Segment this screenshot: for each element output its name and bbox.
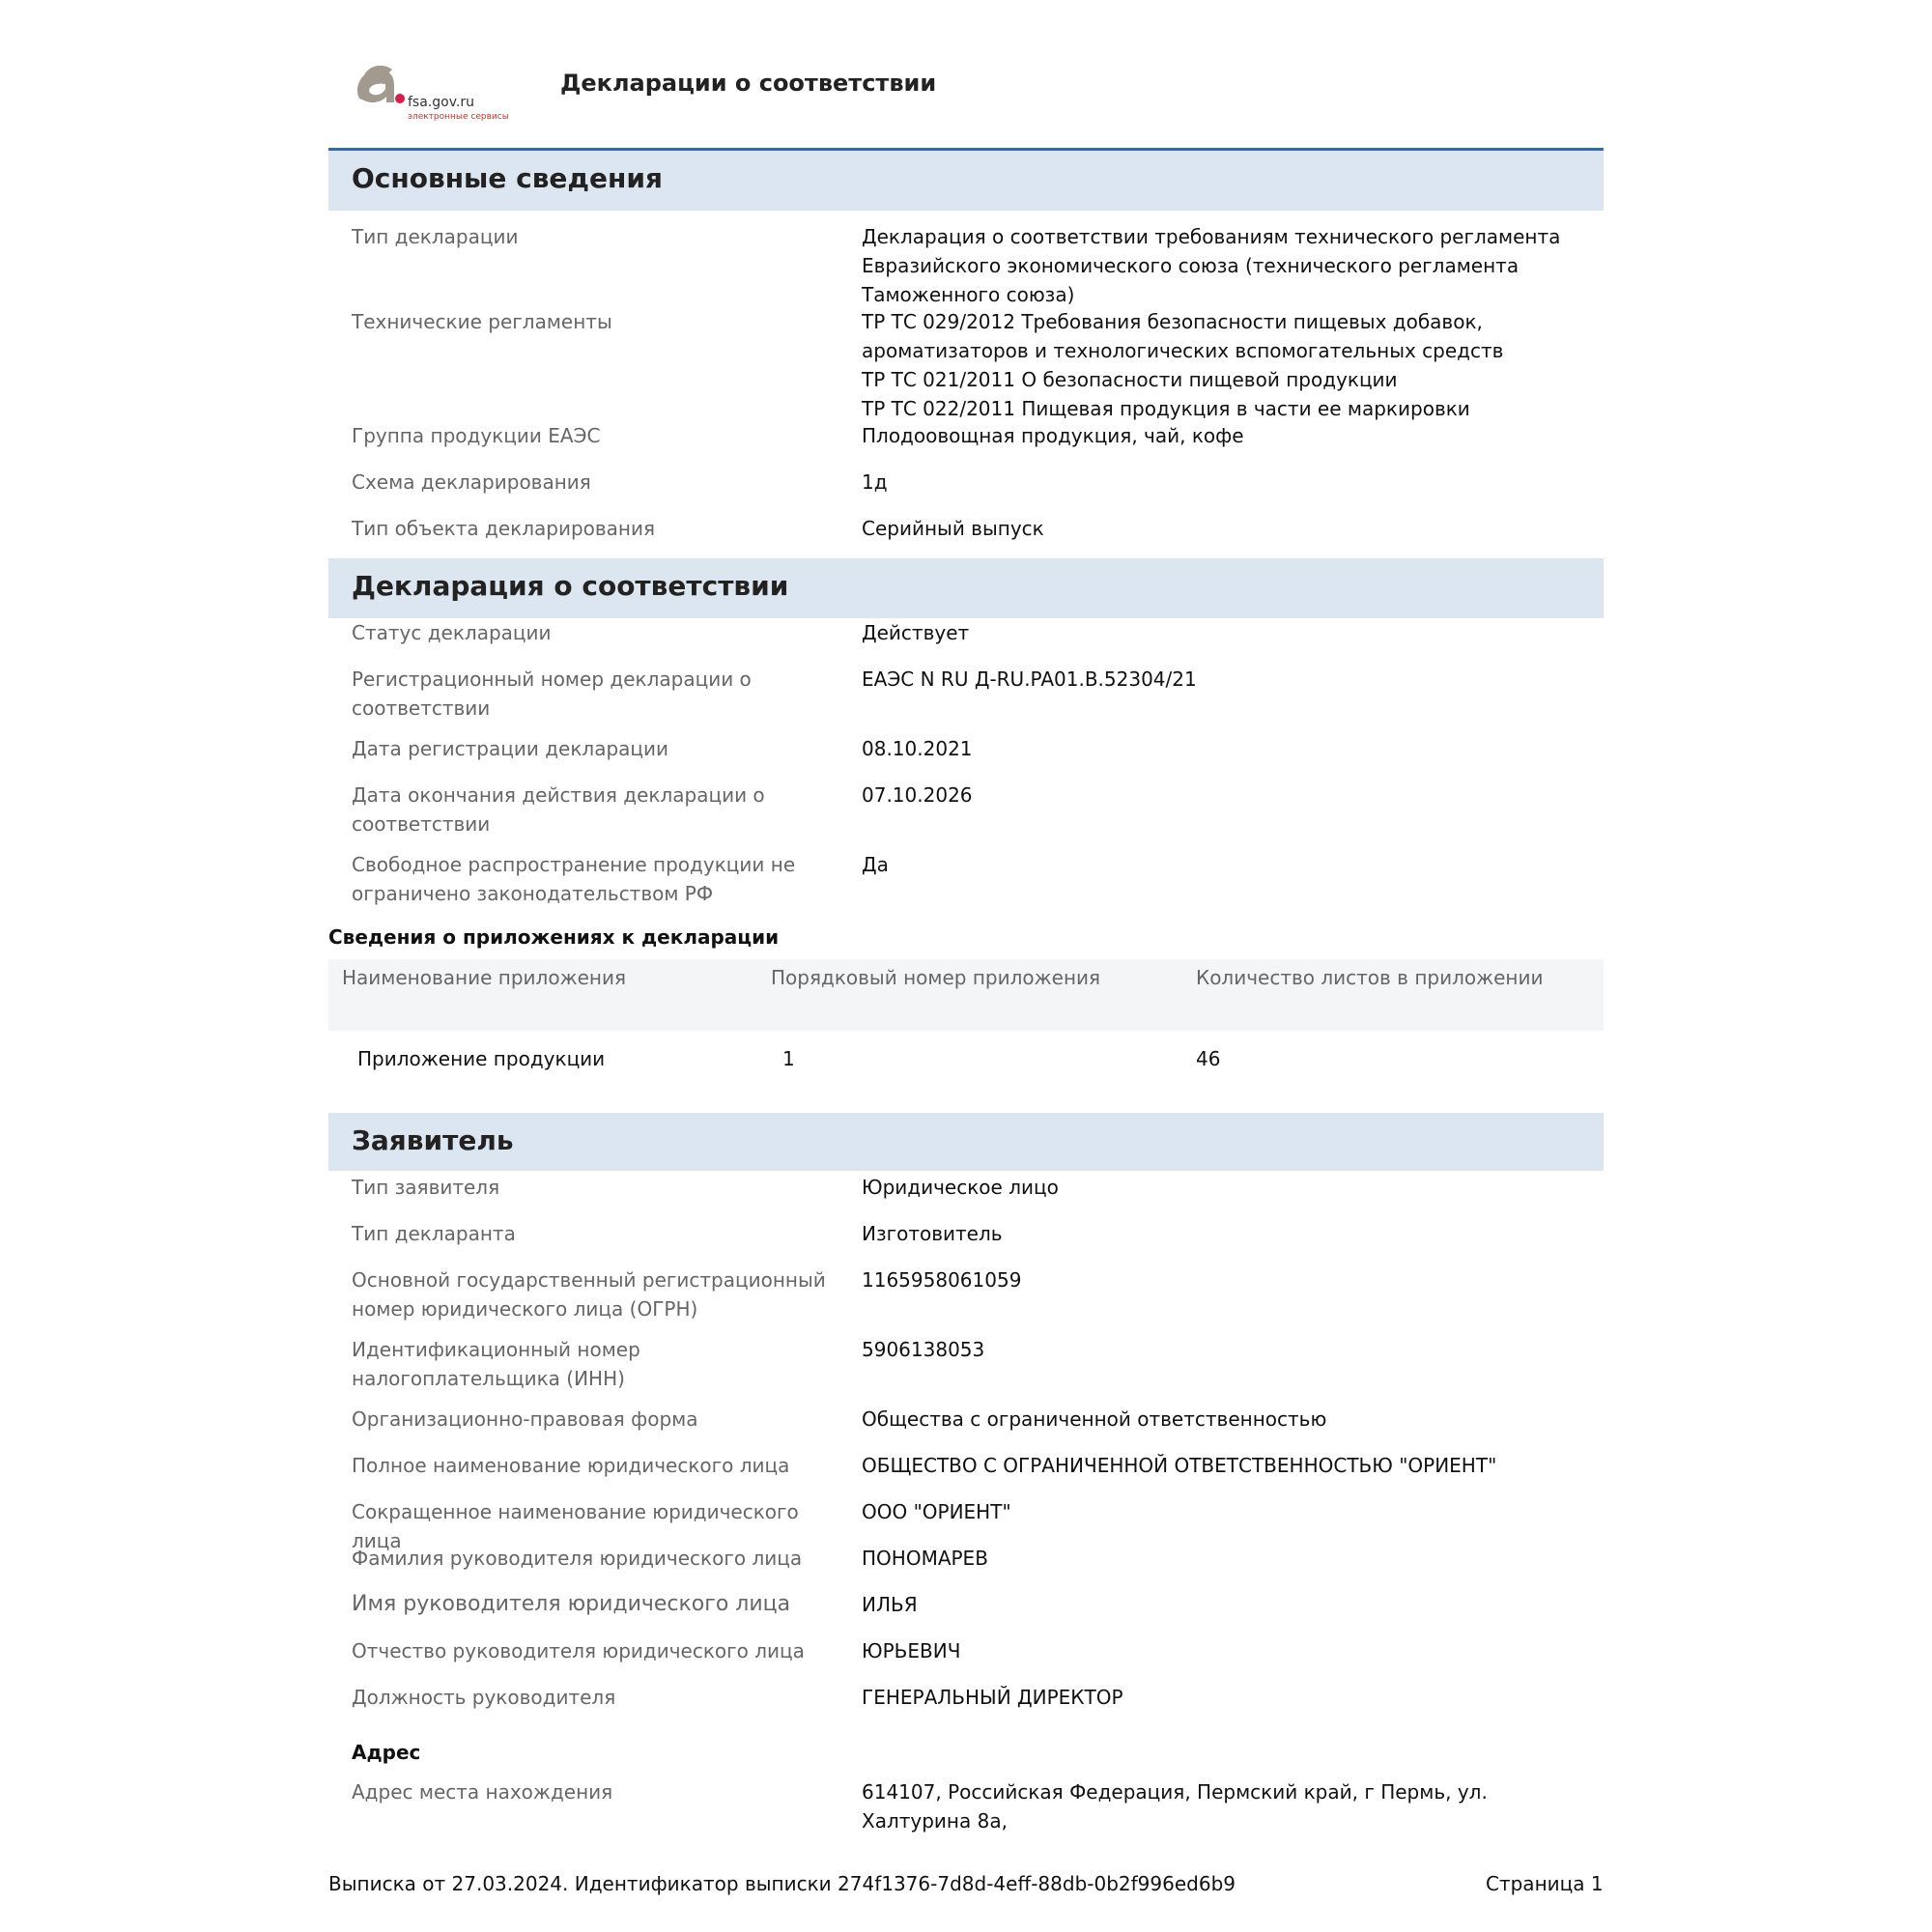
fsa-logo-icon	[350, 58, 408, 112]
label-address: Адрес места нахождения	[352, 1780, 613, 1804]
value-tech-regulation-1: ТР ТС 029/2012 Требования безопасности пищевых добавок, ароматизаторов и технологических вспомогательных средств	[862, 310, 1504, 362]
value-expiry-date: 07.10.2026	[862, 783, 973, 807]
section-declaration-band	[328, 558, 1604, 618]
value-tech-regulation-3: ТР ТС 022/2011 Пищевая продукция в части ее маркировки	[862, 397, 1470, 420]
value-product-group: Плодоовощная продукция, чай, кофе	[862, 424, 1244, 447]
value-declaration-type: Декларация о соответствии требованиям технического регламента Евразийского экономического союза (технического регламента Таможенного союза)	[862, 225, 1561, 306]
value-declarant-type: Изготовитель	[862, 1222, 1003, 1245]
label-short-name: Сокращенное наименование юридического лица	[352, 1500, 799, 1552]
value-head-patronymic: ЮРЬЕВИЧ	[862, 1639, 961, 1662]
section-main-band	[328, 151, 1604, 211]
fsa-logo	[350, 58, 524, 126]
attachments-heading: Сведения о приложениях к декларации	[328, 925, 780, 949]
label-declaration-type: Тип декларации	[352, 225, 519, 248]
section-applicant-band	[328, 1113, 1604, 1171]
value-head-surname: ПОНОМАРЕВ	[862, 1547, 988, 1570]
label-full-name: Полное наименование юридического лица	[352, 1454, 790, 1477]
label-head-position: Должность руководителя	[352, 1686, 616, 1709]
attachments-col-name: Наименование приложения	[342, 966, 626, 989]
label-object-type: Тип объекта декларирования	[352, 517, 656, 540]
value-address: 614107, Российская Федерация, Пермский край, г Пермь, ул. Халтурина 8а,	[862, 1780, 1488, 1833]
value-full-name: ОБЩЕСТВО С ОГРАНИЧЕННОЙ ОТВЕТСТВЕННОСТЬЮ "ОРИЕНТ"	[862, 1454, 1497, 1477]
value-declaration-scheme: 1д	[862, 470, 888, 494]
attachments-col-sheets: Количество листов в приложении	[1196, 966, 1544, 989]
value-ogrn: 1165958061059	[862, 1268, 1022, 1292]
label-head-name: Имя руководителя юридического лица	[352, 1592, 791, 1616]
attachment-row-number: 1	[782, 1047, 795, 1070]
value-inn: 5906138053	[862, 1338, 985, 1361]
attachment-row-name: Приложение продукции	[357, 1047, 606, 1070]
label-ogrn: Основной государственный регистрационный номер юридического лица (ОГРН)	[352, 1268, 826, 1321]
logo-text: fsa.gov.ru	[408, 95, 474, 110]
label-product-group: Группа продукции ЕАЭС	[352, 424, 601, 447]
value-reg-date: 08.10.2021	[862, 737, 973, 760]
label-legal-form: Организационно-правовая форма	[352, 1407, 698, 1431]
value-legal-form: Общества с ограниченной ответственностью	[862, 1407, 1327, 1431]
attachments-col-number: Порядковый номер приложения	[771, 966, 1101, 989]
footer-page-number: Страница 1	[1486, 1872, 1604, 1895]
label-tech-regulations: Технические регламенты	[352, 310, 612, 333]
attachment-row-sheets: 46	[1196, 1047, 1221, 1070]
label-head-surname: Фамилия руководителя юридического лица	[352, 1547, 803, 1570]
section-applicant-title: Заявитель	[352, 1124, 514, 1156]
page-header	[328, 58, 1604, 135]
logo-subtitle: электронные сервисы	[408, 112, 509, 122]
value-free-distribution: Да	[862, 853, 889, 876]
label-expiry-date: Дата окончания действия декларации о соответствии	[352, 783, 765, 836]
label-reg-date: Дата регистрации декларации	[352, 737, 669, 760]
section-declaration-title: Декларация о соответствии	[352, 570, 789, 602]
value-object-type: Серийный выпуск	[862, 517, 1044, 540]
value-tech-regulation-2: ТР ТС 021/2011 О безопасности пищевой продукции	[862, 368, 1398, 391]
label-declaration-scheme: Схема декларирования	[352, 470, 591, 494]
document-title: Декларации о соответствии	[560, 70, 937, 97]
value-head-position: ГЕНЕРАЛЬНЫЙ ДИРЕКТОР	[862, 1686, 1123, 1709]
value-reg-number: ЕАЭС N RU Д-RU.PA01.B.52304/21	[862, 668, 1197, 691]
value-head-name: ИЛЬЯ	[862, 1593, 918, 1616]
value-applicant-type: Юридическое лицо	[862, 1176, 1059, 1199]
address-heading: Адрес	[352, 1741, 421, 1764]
label-status: Статус декларации	[352, 621, 552, 644]
label-applicant-type: Тип заявителя	[352, 1176, 500, 1199]
label-head-patronymic: Отчество руководителя юридического лица	[352, 1639, 805, 1662]
section-main-title: Основные сведения	[352, 162, 663, 194]
value-status: Действует	[862, 621, 970, 644]
document-page	[328, 0, 1604, 1932]
label-reg-number: Регистрационный номер декларации о соответствии	[352, 668, 752, 720]
label-free-distribution: Свободное распространение продукции не ограничено законодательством РФ	[352, 853, 796, 905]
value-short-name: ООО "ОРИЕНТ"	[862, 1500, 1011, 1523]
footer-extract-id: Выписка от 27.03.2024. Идентификатор выписки 274f1376-7d8d-4eff-88db-0b2f996ed6b9	[328, 1872, 1236, 1895]
label-declarant-type: Тип декларанта	[352, 1222, 516, 1245]
label-inn: Идентификационный номер налогоплательщика (ИНН)	[352, 1338, 640, 1390]
